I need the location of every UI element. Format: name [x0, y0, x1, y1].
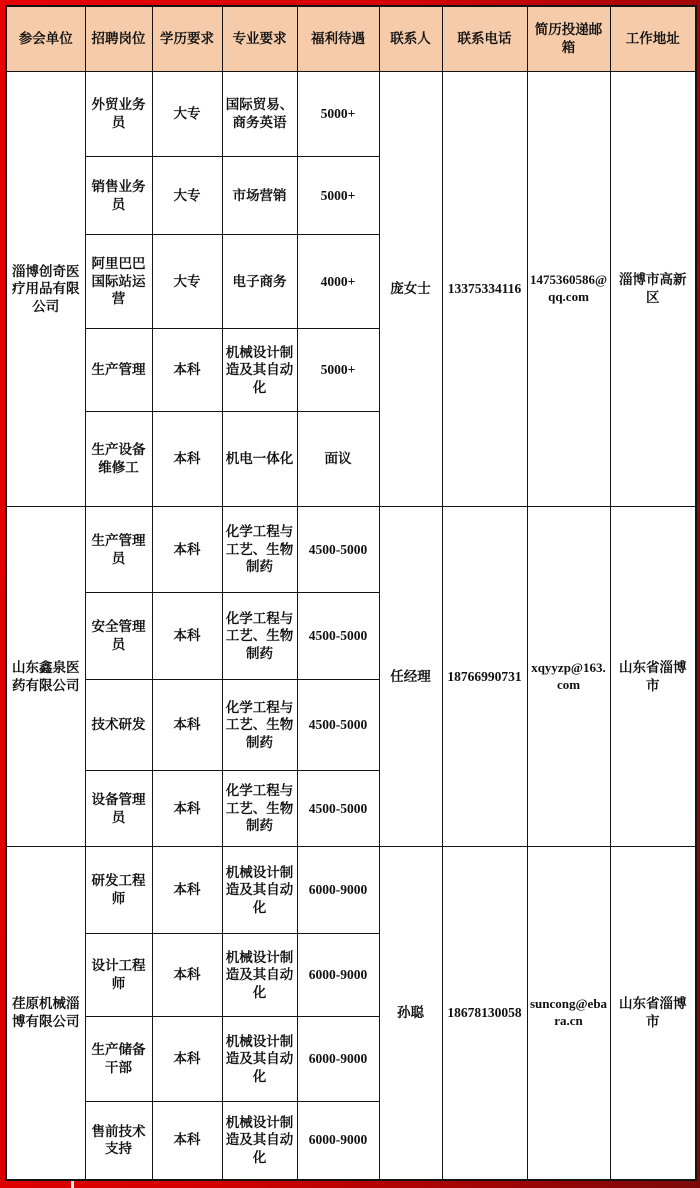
email-cell: 1475360586@qq.com — [527, 72, 610, 507]
salary-cell: 5000+ — [297, 157, 379, 235]
salary-cell: 4000+ — [297, 235, 379, 329]
education-cell: 大专 — [152, 72, 222, 157]
job-row — [6, 507, 696, 593]
major-cell: 化学工程与工艺、生物制药 — [222, 771, 297, 847]
salary-cell: 4500-5000 — [297, 680, 379, 771]
phone-cell: 13375334116 — [442, 72, 527, 507]
bottom-edge-artifact — [71, 1181, 74, 1188]
salary-cell: 5000+ — [297, 72, 379, 157]
position-cell: 生产储备干部 — [85, 1017, 152, 1102]
education-cell: 本科 — [152, 847, 222, 934]
address-cell: 淄博市高新区 — [610, 72, 696, 507]
company-name-cell: 山东鑫泉医药有限公司 — [6, 507, 85, 847]
header-cell-3: 专业要求 — [222, 6, 297, 72]
position-cell: 设计工程师 — [85, 934, 152, 1017]
position-cell: 外贸业务员 — [85, 72, 152, 157]
header-cell-1: 招聘岗位 — [85, 6, 152, 72]
education-cell: 大专 — [152, 235, 222, 329]
salary-cell: 6000-9000 — [297, 934, 379, 1017]
major-cell: 机械设计制造及其自动化 — [222, 1017, 297, 1102]
education-cell: 本科 — [152, 680, 222, 771]
major-cell: 机械设计制造及其自动化 — [222, 934, 297, 1017]
education-cell: 本科 — [152, 329, 222, 412]
major-cell: 电子商务 — [222, 235, 297, 329]
contact-name-cell: 庞女士 — [379, 72, 442, 507]
job-fair-table — [5, 5, 697, 1181]
phone-cell: 18766990731 — [442, 507, 527, 847]
position-cell: 安全管理员 — [85, 593, 152, 680]
position-cell: 销售业务员 — [85, 157, 152, 235]
education-cell: 本科 — [152, 1102, 222, 1180]
education-cell: 本科 — [152, 934, 222, 1017]
education-cell: 本科 — [152, 593, 222, 680]
email-cell: suncong@ebara.cn — [527, 847, 610, 1180]
major-cell: 化学工程与工艺、生物制药 — [222, 507, 297, 593]
major-cell: 市场营销 — [222, 157, 297, 235]
salary-cell: 6000-9000 — [297, 1102, 379, 1180]
salary-cell: 5000+ — [297, 329, 379, 412]
major-cell: 机械设计制造及其自动化 — [222, 847, 297, 934]
education-cell: 大专 — [152, 157, 222, 235]
salary-cell: 4500-5000 — [297, 507, 379, 593]
salary-cell: 6000-9000 — [297, 847, 379, 934]
position-cell: 生产设备维修工 — [85, 412, 152, 507]
major-cell: 国际贸易、商务英语 — [222, 72, 297, 157]
position-cell: 设备管理员 — [85, 771, 152, 847]
address-cell: 山东省淄博市 — [610, 847, 696, 1180]
position-cell: 技术研发 — [85, 680, 152, 771]
position-cell: 阿里巴巴国际站运营 — [85, 235, 152, 329]
major-cell: 机械设计制造及其自动化 — [222, 329, 297, 412]
company-name-cell: 淄博创奇医疗用品有限公司 — [6, 72, 85, 507]
position-cell: 生产管理 — [85, 329, 152, 412]
table-header-row — [6, 6, 696, 72]
education-cell: 本科 — [152, 412, 222, 507]
education-cell: 本科 — [152, 507, 222, 593]
header-cell-5: 联系人 — [379, 6, 442, 72]
major-cell: 机械设计制造及其自动化 — [222, 1102, 297, 1180]
salary-cell: 4500-5000 — [297, 771, 379, 847]
header-cell-8: 工作地址 — [610, 6, 696, 72]
address-cell: 山东省淄博市 — [610, 507, 696, 847]
company-name-cell: 荏原机械淄博有限公司 — [6, 847, 85, 1180]
header-cell-7: 简历投递邮箱 — [527, 6, 610, 72]
education-cell: 本科 — [152, 771, 222, 847]
phone-cell: 18678130058 — [442, 847, 527, 1180]
salary-cell: 6000-9000 — [297, 1017, 379, 1102]
contact-name-cell: 孙聪 — [379, 847, 442, 1180]
position-cell: 生产管理员 — [85, 507, 152, 593]
position-cell: 售前技术支持 — [85, 1102, 152, 1180]
job-row — [6, 72, 696, 157]
major-cell: 机电一体化 — [222, 412, 297, 507]
major-cell: 化学工程与工艺、生物制药 — [222, 680, 297, 771]
education-cell: 本科 — [152, 1017, 222, 1102]
header-cell-2: 学历要求 — [152, 6, 222, 72]
job-row — [6, 847, 696, 934]
header-cell-4: 福利待遇 — [297, 6, 379, 72]
salary-cell: 面议 — [297, 412, 379, 507]
salary-cell: 4500-5000 — [297, 593, 379, 680]
header-cell-6: 联系电话 — [442, 6, 527, 72]
email-cell: xqyyzp@163.com — [527, 507, 610, 847]
position-cell: 研发工程师 — [85, 847, 152, 934]
contact-name-cell: 任经理 — [379, 507, 442, 847]
major-cell: 化学工程与工艺、生物制药 — [222, 593, 297, 680]
header-cell-0: 参会单位 — [6, 6, 85, 72]
